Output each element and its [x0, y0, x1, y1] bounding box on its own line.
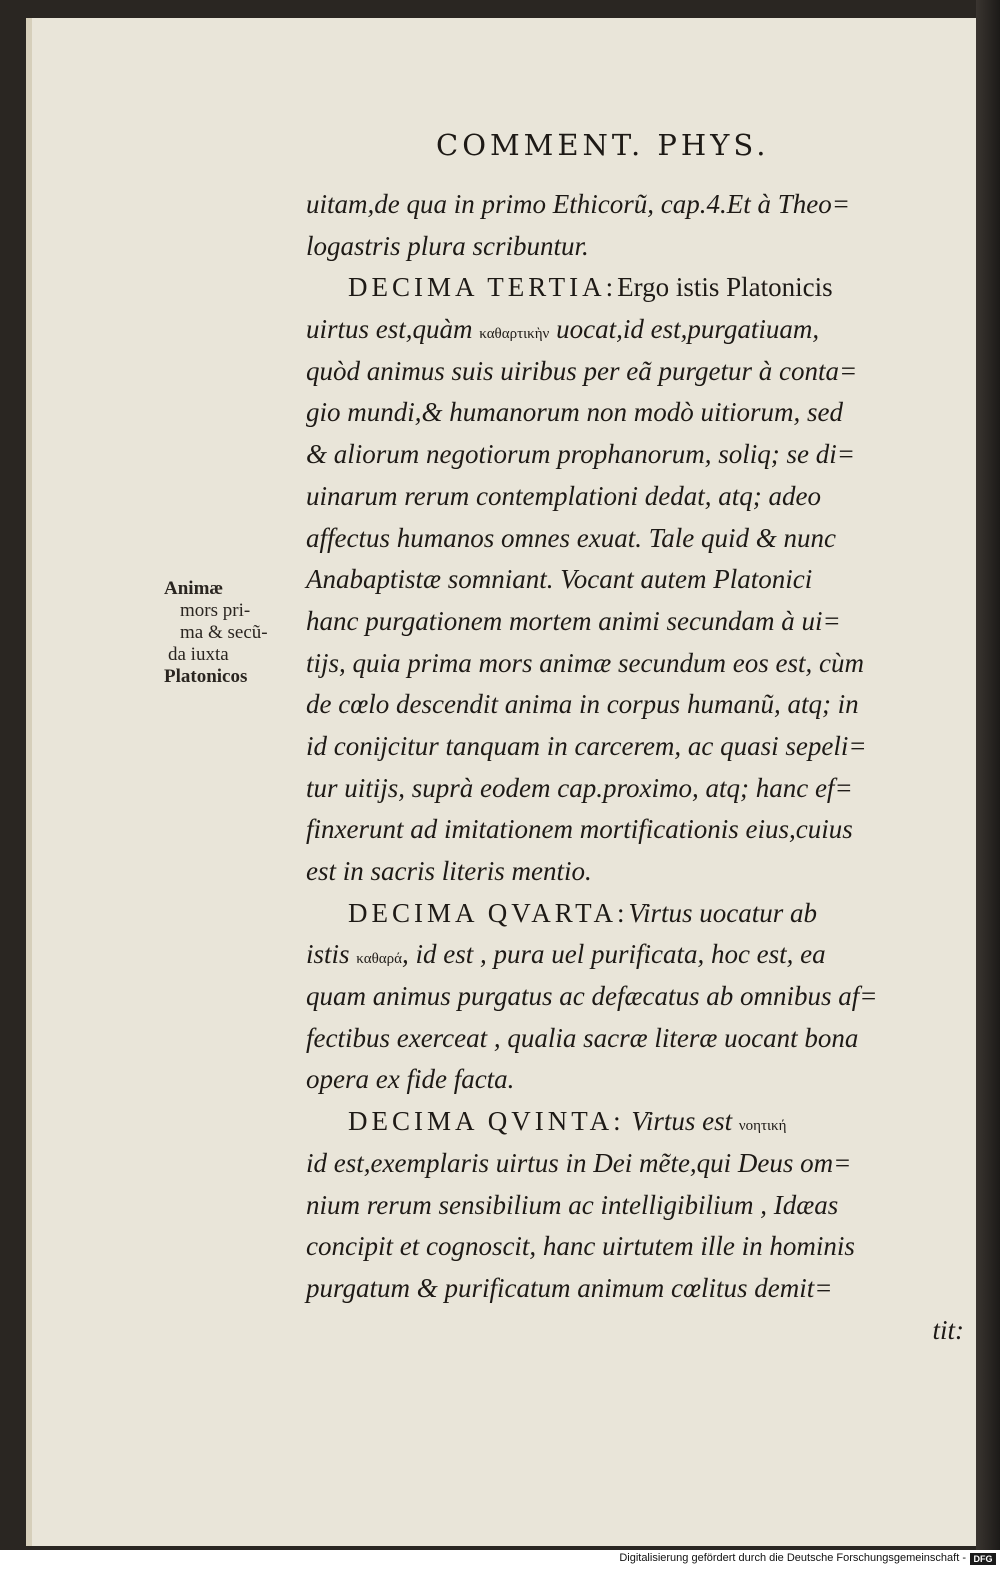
- text-line: uinarum rerum contemplationi dedat, atq; adeo: [306, 480, 821, 511]
- margin-note-line: Animæ: [164, 578, 224, 599]
- digitization-credit: Digitalisierung gefördert durch die Deutsche Forschungsgemeinschaft -: [619, 1552, 966, 1564]
- text-span: Ergo istis Platonicis: [617, 272, 833, 303]
- section-line: [306, 893, 968, 935]
- margin-note-line: ma & secũ-: [180, 622, 268, 643]
- text-span: uocat,id est,purgatiuam,: [549, 314, 820, 345]
- margin-note-line: da iuxta: [168, 644, 229, 665]
- text-line: hanc purgationem mortem animi secundam à ui=: [306, 605, 841, 636]
- text-line: finxerunt ad imitationem mortificationis eius,cuius: [306, 814, 853, 845]
- text-line: [306, 934, 968, 976]
- text-span: , id est , pura uel purificata, hoc est, ea: [401, 939, 826, 970]
- margin-note-line: mors pri-: [180, 600, 251, 621]
- text-line: nium rerum sensibilium ac intelligibilium , Idæas: [306, 1189, 839, 1220]
- text-line: opera ex fide facta.: [306, 1064, 515, 1095]
- text-line: Anabaptistæ somniant. Vocant autem Platonici: [306, 564, 813, 595]
- greek-word: καθαρά: [356, 951, 402, 968]
- section-heading: DECIMA QVARTA:: [348, 897, 629, 928]
- text-line: uitam,de qua in primo Ethicorũ, cap.4.Et à Theo=: [306, 189, 850, 219]
- text-span: uirtus est,quàm: [306, 314, 480, 345]
- text-span: istis: [306, 939, 357, 970]
- dfg-logo: DFG: [970, 1553, 996, 1565]
- text-line: fectibus exerceat , qualia sacræ literæ uocant bona: [306, 1022, 859, 1053]
- text-line: quam animus purgatus ac defæcatus ab omnibus af=: [306, 981, 878, 1012]
- margin-note-line: Platonicos: [164, 666, 248, 687]
- text-line: affectus humanos omnes exuat. Tale quid & nunc: [306, 522, 836, 553]
- page-gutter-edge: [976, 0, 1000, 1550]
- catchword-line: tit:: [932, 1314, 964, 1345]
- greek-word: καθαρτικὴν: [479, 326, 550, 343]
- text-line: tur uitijs, suprà eodem cap.proximo, atq; hanc ef=: [306, 772, 853, 803]
- text-span: Virtus est: [624, 1106, 739, 1137]
- section-heading: DECIMA QVINTA:: [348, 1106, 625, 1137]
- text-line: de cœlo descendit anima in corpus humanũ, atq; in: [306, 689, 859, 720]
- text-line: concipit et cognoscit, hanc uirtutem ille in hominis: [306, 1231, 855, 1262]
- text-line: & aliorum negotiorum prophanorum, soliq; se di=: [306, 439, 855, 470]
- text-line: id est,exemplaris uirtus in Dei mẽte,qui Deus om=: [306, 1147, 852, 1178]
- text-line: tijs, quia prima mors animæ secundum eos est, cùm: [306, 647, 864, 678]
- text-line: quòd animus suis uiribus per eã purgetur à conta=: [306, 355, 858, 386]
- margin-note: [164, 578, 294, 688]
- text-line: logastris plura scribuntur.: [306, 230, 589, 261]
- greek-word: νοητική: [738, 1118, 787, 1135]
- running-header: COMMENT. PHYS.: [436, 128, 770, 162]
- text-span: Virtus uocatur ab: [628, 897, 817, 928]
- section-line: [306, 267, 968, 309]
- text-line: purgatum & purificatum animum cœlitus demit=: [306, 1272, 833, 1303]
- section-heading: DECIMA TERTIA:: [348, 272, 618, 303]
- section-line: [306, 1101, 968, 1143]
- text-line: [306, 309, 968, 351]
- body-text: [306, 184, 968, 1351]
- text-line: est in sacris literis mentio.: [306, 856, 592, 886]
- text-line: gio mundi,& humanorum non modò uitiorum, sed: [306, 397, 844, 428]
- text-line: id conijcitur tanquam in carcerem, ac quasi sepeli=: [306, 730, 867, 761]
